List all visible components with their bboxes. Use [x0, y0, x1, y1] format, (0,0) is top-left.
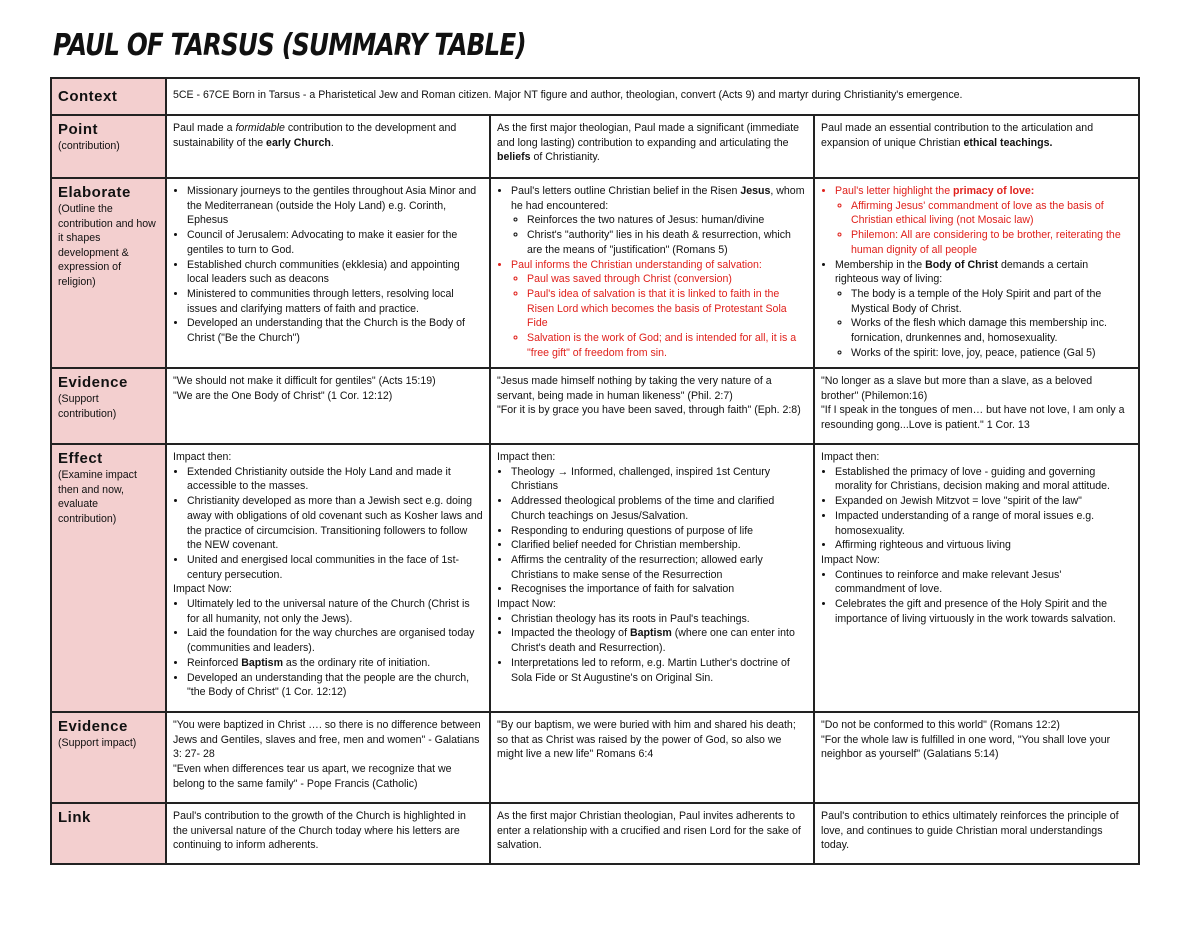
point-col1-emphasis: formidable — [235, 122, 285, 134]
elaborate-sub: (Outline the contribution and how it shapes development & expression of religion) — [58, 203, 156, 288]
sub-list — [511, 213, 807, 257]
elaborate-col3-list — [821, 184, 1132, 360]
list-item: • Impacted understanding of a range of moral issues e.g. homosexuality. — [835, 509, 1132, 538]
point-col2-text2: of Christianity. — [530, 151, 600, 164]
list-item-bold: Body of Christ — [925, 258, 999, 271]
evidence1-col3 — [814, 368, 1139, 444]
quote: "By our baptism, we were buried with him and shared his death; so that as Christ was raised by the power of God, so also we might live a new life" Romans 6:4 — [497, 719, 796, 761]
elaborate-col2 — [490, 178, 814, 368]
effect-col1 — [166, 444, 490, 712]
impact-now-heading: Impact Now: — [821, 553, 880, 566]
evidence2-col2 — [490, 712, 814, 803]
quote: "No longer as a slave but more than a slave, as a beloved brother" (Philemon:16) — [821, 375, 1093, 402]
list-item: • Interpretations led to reform, e.g. Martin Luther's doctrine of Sola Fide or St Augustine's on Original Sin. — [511, 656, 807, 685]
list-item-bold: Baptism — [629, 627, 672, 640]
sub-list-item: ◦ Christ's "authority" lies in his death & resurrection, which are the means of "justification" (Romans 5) — [527, 228, 807, 257]
point-label: Point — [58, 121, 98, 138]
quote: "We should not make it difficult for gentiles" (Acts 15:19) — [173, 375, 436, 387]
sub-list-item: ◦ Salvation is the work of God; and is intended for all, it is a "free gift" of freedom from sin. — [527, 331, 807, 360]
sub-list-item: ◦ Paul's idea of salvation is that it is linked to faith in the Risen Lord which becomes the basis of Protestant Sola Fide — [527, 287, 807, 331]
impact-then-heading: Impact then: — [497, 451, 556, 463]
sub-list-item: ◦ Philemon: All are considering to be brother, reiterating the human dignity of all people — [851, 228, 1132, 257]
impact-now-heading: Impact Now: — [497, 598, 556, 611]
sub-list-item: ◦ Affirming Jesus' commandment of love as the basis of Christian ethical living (not Mosaic law) — [851, 199, 1132, 228]
point-col3-bold: ethical teachings. — [963, 136, 1053, 149]
quote: "For the whole law is fulfilled in one word, "You shall love your neighbor as yourself" (Galatians 5:14) — [821, 733, 1111, 761]
effect-label: Effect — [58, 450, 103, 467]
elaborate-col1-list — [173, 184, 483, 346]
link-col3 — [814, 803, 1139, 864]
list-item-bold: Baptism — [241, 656, 283, 669]
quote: "Jesus made himself nothing by taking the very nature of a servant, being made in human likeness" (Phil. 2:7) — [497, 375, 772, 402]
point-col2 — [490, 115, 814, 178]
list-item — [835, 258, 1132, 361]
list-item-text: Reinforced — [187, 656, 242, 669]
effect-col2-now-list — [497, 612, 807, 686]
context-row — [51, 78, 1139, 115]
effect-col3 — [814, 444, 1139, 712]
point-col1-bold: early Church — [266, 136, 331, 149]
evidence2-col1 — [166, 712, 490, 803]
effect-sub: (Examine impact then and now, evaluate contribution) — [58, 469, 137, 525]
sub-list-item: ◦ Reinforces the two natures of Jesus: human/divine — [527, 213, 807, 228]
list-item: • United and energised local communities in the face of 1st-century persecution. — [187, 553, 483, 582]
link-label-cell — [51, 803, 166, 864]
evidence2-sub: (Support impact) — [58, 737, 137, 749]
point-col3 — [814, 115, 1139, 178]
evidence2-col3 — [814, 712, 1139, 803]
list-item: • Developed an understanding that the Church is the Body of Christ ("Be the Church") — [187, 316, 483, 345]
link-col2 — [490, 803, 814, 864]
quote: "Do not be conformed to this world" (Romans 12:2) — [821, 719, 1060, 731]
point-sub: (contribution) — [58, 140, 120, 152]
list-item: • Laid the foundation for the way churches are organised today (communities and leaders). — [187, 626, 483, 655]
point-col2-bold: beliefs — [497, 151, 531, 164]
sub-list-item: ◦ Works of the spirit: love, joy, peace, patience (Gal 5) — [851, 346, 1132, 361]
context-label-cell — [51, 78, 166, 115]
evidence-contribution-row — [51, 368, 1139, 444]
quote: "Even when differences tear us apart, we recognize that we belong to the same family" - Pope Francis (Catholic) — [173, 763, 452, 790]
quote: "We are the One Body of Christ" (1 Cor. 12:12) — [173, 389, 393, 402]
list-item: • Ultimately led to the universal nature of the Church (Christ is for all humanity, not only the Jews). — [187, 597, 483, 626]
effect-col2 — [490, 444, 814, 712]
list-item-text: Impacted the theology of — [511, 627, 630, 640]
quote: "For it is by grace you have been saved, through faith" (Eph. 2:8) — [497, 404, 801, 417]
list-item — [835, 184, 1132, 258]
list-item-bold: Jesus — [740, 185, 771, 197]
list-item — [511, 626, 807, 655]
evidence1-label-cell — [51, 368, 166, 444]
list-item: • Ministered to communities through letters, resolving local issues and clarifying matters of faith and practice. — [187, 287, 483, 316]
list-item: • Continues to reinforce and make relevant Jesus' commandment of love. — [835, 568, 1132, 597]
list-item-bold: primacy of love: — [953, 185, 1035, 197]
impact-then-heading: Impact then: — [173, 451, 232, 463]
evidence1-sub: (Support contribution) — [58, 393, 117, 420]
elaborate-col3 — [814, 178, 1139, 368]
list-item — [511, 184, 807, 258]
sub-list — [511, 272, 807, 360]
effect-col3-then-list — [821, 465, 1132, 553]
list-item-text: Paul's letter highlight the — [835, 185, 954, 197]
effect-col3-now-list — [821, 568, 1132, 627]
list-item: • Christianity developed as more than a Jewish sect e.g. doing away with obligations of old covenant such as Kosher laws and the practice of circumcision. Transitioning followers to follow the NEW covenant. — [187, 494, 483, 553]
list-item — [187, 656, 483, 671]
evidence1-col1 — [166, 368, 490, 444]
link-col1-text: Paul's contribution to the growth of the Church is highlighted in the universal nature of the Church today where his letters are continuing to inform adherents. — [173, 810, 466, 852]
sub-list-item: ◦ Paul was saved through Christ (conversion) — [527, 272, 807, 287]
list-item — [511, 258, 807, 361]
evidence1-col2 — [490, 368, 814, 444]
list-item: • Established the primacy of love - guiding and governing morality for Christians, decision making and moral attitude. — [835, 465, 1132, 494]
effect-col1-now-list — [173, 597, 483, 700]
list-item: • Addressed theological problems of the time and clarified Church teachings on Jesus/Salvation. — [511, 494, 807, 523]
elaborate-label: Elaborate — [58, 184, 131, 201]
point-col1-text2: contribution to the development and sustainability of the — [173, 122, 457, 149]
point-row — [51, 115, 1139, 178]
list-item: • Council of Jerusalem: Advocating to make it easier for the gentiles to turn to God. — [187, 228, 483, 257]
page-title: PAUL OF TARSUS (SUMMARY TABLE) — [53, 28, 526, 63]
link-row — [51, 803, 1139, 864]
list-item: • Affirming righteous and virtuous living — [835, 538, 1132, 553]
effect-col2-then-list — [497, 465, 807, 597]
list-item: • Recognises the importance of faith for salvation — [511, 582, 807, 597]
list-item: • Responding to enduring questions of purpose of life — [511, 524, 807, 539]
list-item: • Missionary journeys to the gentiles throughout Asia Minor and the Mediterranean (outside the Holy Land) e.g. Corinth, Ephesus — [187, 184, 483, 228]
point-label-cell — [51, 115, 166, 178]
elaborate-label-cell — [51, 178, 166, 368]
list-item-text2: (where one can enter into Christ's death and Resurrection). — [511, 627, 795, 655]
list-item-text2: , whom he had encountered: — [511, 185, 805, 212]
point-col1 — [166, 115, 490, 178]
link-label: Link — [58, 809, 91, 826]
point-col2-text: As the first major theologian, Paul made a significant (immediate and long lasting) contribution to expanding and articulating the — [497, 122, 800, 149]
list-item: • Celebrates the gift and presence of the Holy Spirit and the importance of living virtuously in the work towards salvation. — [835, 597, 1132, 626]
effect-col1-then-list — [173, 465, 483, 583]
list-item: • Extended Christianity outside the Holy Land and made it accessible to the masses. — [187, 465, 483, 494]
elaborate-col2-list — [497, 184, 807, 360]
sub-list — [835, 199, 1132, 258]
list-item: • Expanded on Jewish Mitzvot = love "spirit of the law" — [835, 494, 1132, 509]
quote: "You were baptized in Christ …. so there is no difference between Jews and Gentiles, slaves and free, men and women" - Galatians 3: 27- 28 — [173, 719, 481, 761]
list-item: • Developed an understanding that the people are the church, "the Body of Christ" (1 Cor. 12:12) — [187, 671, 483, 700]
link-col2-text: As the first major Christian theologian, Paul invites adherents to enter a relationship with a crucified and risen Lord for the sake of salvation. — [497, 810, 801, 852]
context-label: Context — [58, 88, 118, 105]
context-text-cell — [166, 78, 1139, 115]
list-item: • Established church communities (ekklesia) and appointing local leaders such as deacons — [187, 258, 483, 287]
list-item: • Clarified belief needed for Christian membership. — [511, 538, 807, 553]
point-col1-text3: . — [330, 136, 334, 149]
elaborate-col1 — [166, 178, 490, 368]
point-col1-text: Paul made a — [173, 122, 236, 134]
list-item-text: Paul informs the Christian understanding of salvation: — [511, 258, 762, 271]
link-col3-text: Paul's contribution to ethics ultimately reinforces the principle of love, and continues to guide Christian moral understandings today. — [821, 810, 1119, 852]
context-text: 5CE - 67CE Born in Tarsus - a Pharistetical Jew and Roman citizen. Major NT figure and author, theologian, convert (Acts 9) and martyr during Christianity's emergence. — [173, 89, 963, 101]
list-item-text: Membership in the — [835, 258, 926, 271]
evidence1-label: Evidence — [58, 374, 128, 391]
point-col3-text: Paul made an essential contribution to the articulation and expansion of unique Christian — [821, 122, 1094, 149]
list-item-text2: as the ordinary rite of initiation. — [282, 656, 431, 669]
link-col1 — [166, 803, 490, 864]
sub-list-item: ◦ The body is a temple of the Holy Spirit and part of the Mystical Body of Christ. — [851, 287, 1132, 316]
sub-list-item: ◦ Works of the flesh which damage this membership inc. fornication, drunkennes and, homosexuality. — [851, 316, 1132, 345]
evidence2-label: Evidence — [58, 718, 128, 735]
elaborate-row — [51, 178, 1139, 368]
list-item-text: Paul's letters outline Christian belief in the Risen — [511, 185, 741, 197]
impact-now-heading: Impact Now: — [173, 583, 232, 596]
list-item-text2: demands a certain righteous way of living: — [835, 258, 1089, 286]
evidence-impact-row — [51, 712, 1139, 803]
effect-row — [51, 444, 1139, 712]
list-item: • Christian theology has its roots in Paul's teachings. — [511, 612, 807, 627]
list-item: • Theology → Informed, challenged, inspired 1st Century Christians — [511, 465, 807, 494]
summary-table — [50, 77, 1140, 865]
effect-label-cell — [51, 444, 166, 712]
impact-then-heading: Impact then: — [821, 451, 880, 463]
evidence2-label-cell — [51, 712, 166, 803]
quote: "If I speak in the tongues of men… but have not love, I am only a resounding gong...Love is patient." 1 Cor. 13 — [821, 404, 1125, 432]
list-item: • Affirms the centrality of the resurrection; allowed early Christians to make sense of the Resurrection — [511, 553, 807, 582]
sub-list — [835, 287, 1132, 361]
